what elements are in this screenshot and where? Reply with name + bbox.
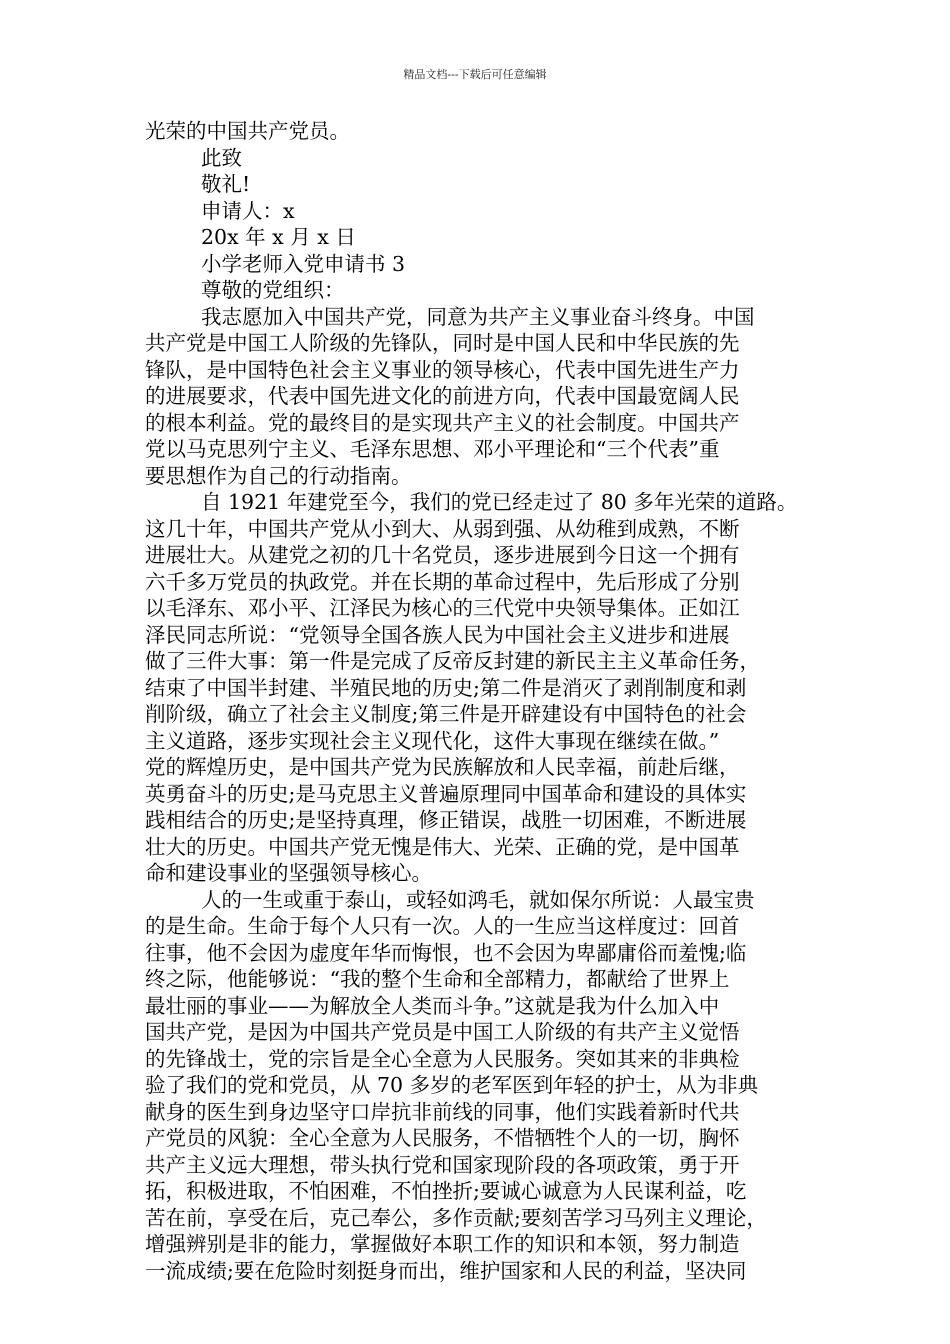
text-line: 尊敬的党组织：	[201, 278, 345, 302]
text-line: 增强辨别是非的能力，掌握做好本职工作的知识和本领，努力制造	[145, 1232, 740, 1256]
text-line: 20x 年 x 月 x 日	[201, 225, 356, 249]
text-line: 拓，积极进取，不怕困难，不怕挫折;要诚心诚意为人民谋利益，吃	[145, 1179, 747, 1203]
text-line: 这几十年，中国共产党从小到大、从弱到强、从幼稚到成熟，不断	[145, 516, 740, 541]
text-line: 进展壮大。从建党之初的几十名党员，逐步进展到今日这一个拥有	[145, 543, 740, 567]
text-line: 削阶级，确立了社会主义制度;第三件是开辟建设有中国特色的社会	[145, 702, 747, 726]
text-line: 敬礼!	[201, 172, 251, 196]
text-line: 申请人：x	[201, 198, 295, 223]
text-line: 往事，他不会因为虚度年华而悔恨，也不会因为卑鄙庸俗而羞愧;临	[145, 940, 747, 965]
text-line: 命和建设事业的坚强领导核心。	[145, 861, 432, 885]
text-line: 我志愿加入中国共产党，同意为共产主义事业奋斗终身。中国	[201, 304, 755, 329]
text-line: 的根本利益。党的最终目的是实现共产主义的社会制度。中国共产	[145, 410, 740, 435]
text-line: 的先锋战士，党的宗旨是全心全意为人民服务。突如其来的非典检	[145, 1046, 740, 1071]
text-line: 共产党是中国工人阶级的先锋队，同时是中国人民和中华民族的先	[145, 331, 740, 355]
text-line: 一流成绩;要在危险时刻挺身而出，维护国家和人民的利益，坚决同	[145, 1258, 747, 1283]
text-line: 终之际，他能够说：“我的整个生命和全部精力，都献给了世界上	[145, 967, 730, 991]
text-line: 的是生命。生命于每个人只有一次。人的一生应当这样度过：回首	[145, 914, 740, 938]
text-line: 党的辉煌历史，是中国共产党为民族解放和人民幸福，前赴后继，	[145, 755, 740, 779]
text-line: 此致	[201, 145, 242, 170]
text-line: 苦在前，享受在后，克己奉公，多作贡献;要刻苦学习马列主义理论，	[145, 1205, 767, 1230]
text-line: 壮大的历史。中国共产党无愧是伟大、光荣、正确的党，是中国革	[145, 834, 740, 859]
text-line: 献身的医生到身边坚守口岸抗非前线的同事，他们实践着新时代共	[145, 1099, 740, 1124]
text-line: 主义道路，逐步实现社会主义现代化，这件大事现在继续在做。”	[145, 728, 720, 753]
page-header: 精品文档---下载后可任意编辑	[403, 68, 547, 81]
text-line: 小学老师入党申请书 3	[201, 251, 406, 276]
text-line: 国共产党，是因为中国共产党员是中国工人阶级的有共产主义觉悟	[145, 1020, 740, 1044]
text-line: 泽民同志所说：“党领导全国各族人民为中国社会主义进步和进展	[145, 622, 730, 647]
text-line: 人的一生或重于泰山，或轻如鸿毛，就如保尔所说：人最宝贵	[201, 887, 755, 912]
document-body	[145, 118, 820, 1284]
text-line: 光荣的中国共产党员。	[145, 119, 350, 143]
text-line: 做了三件大事：第一件是完成了反帝反封建的新民主主义革命任务，	[145, 649, 760, 673]
text-line: 产党员的风貌：全心全意为人民服务，不惜牺牲个人的一切，胸怀	[145, 1126, 740, 1150]
text-line: 英勇奋斗的历史;是马克思主义普遍原理同中国革命和建设的具体实	[145, 781, 747, 806]
text-line: 共产主义远大理想，带头执行党和国家现阶段的各项政策，勇于开	[145, 1152, 740, 1177]
text-line: 结束了中国半封建、半殖民地的历史;第二件是消灭了剥削制度和剥	[145, 675, 747, 700]
text-line: 要思想作为自己的行动指南。	[145, 463, 412, 488]
text-line: 验了我们的党和党员，从 70 多岁的老军医到年轻的护士，从为非典	[145, 1073, 759, 1097]
text-line: 党以马克思列宁主义、毛泽东思想、邓小平理论和“三个代表”重	[145, 437, 720, 461]
text-line: 锋队，是中国特色社会主义事业的领导核心，代表中国先进生产力	[145, 357, 740, 382]
text-line: 践相结合的历史;是坚持真理，修正错误，战胜一切困难，不断进展	[145, 808, 747, 832]
text-line: 最壮丽的事业——为解放全人类而斗争。”这就是我为什么加入中	[145, 993, 720, 1018]
text-line: 自 1921 年建党至今，我们的党已经走过了 80 多年光荣的道路。	[201, 490, 798, 514]
text-line: 以毛泽东、邓小平、江泽民为核心的三代党中央领导集体。正如江	[145, 596, 740, 620]
text-line: 六千多万党员的执政党。并在长期的革命过程中，先后形成了分别	[145, 569, 740, 594]
text-line: 的进展要求，代表中国先进文化的前进方向，代表中国最宽阔人民	[145, 384, 740, 408]
